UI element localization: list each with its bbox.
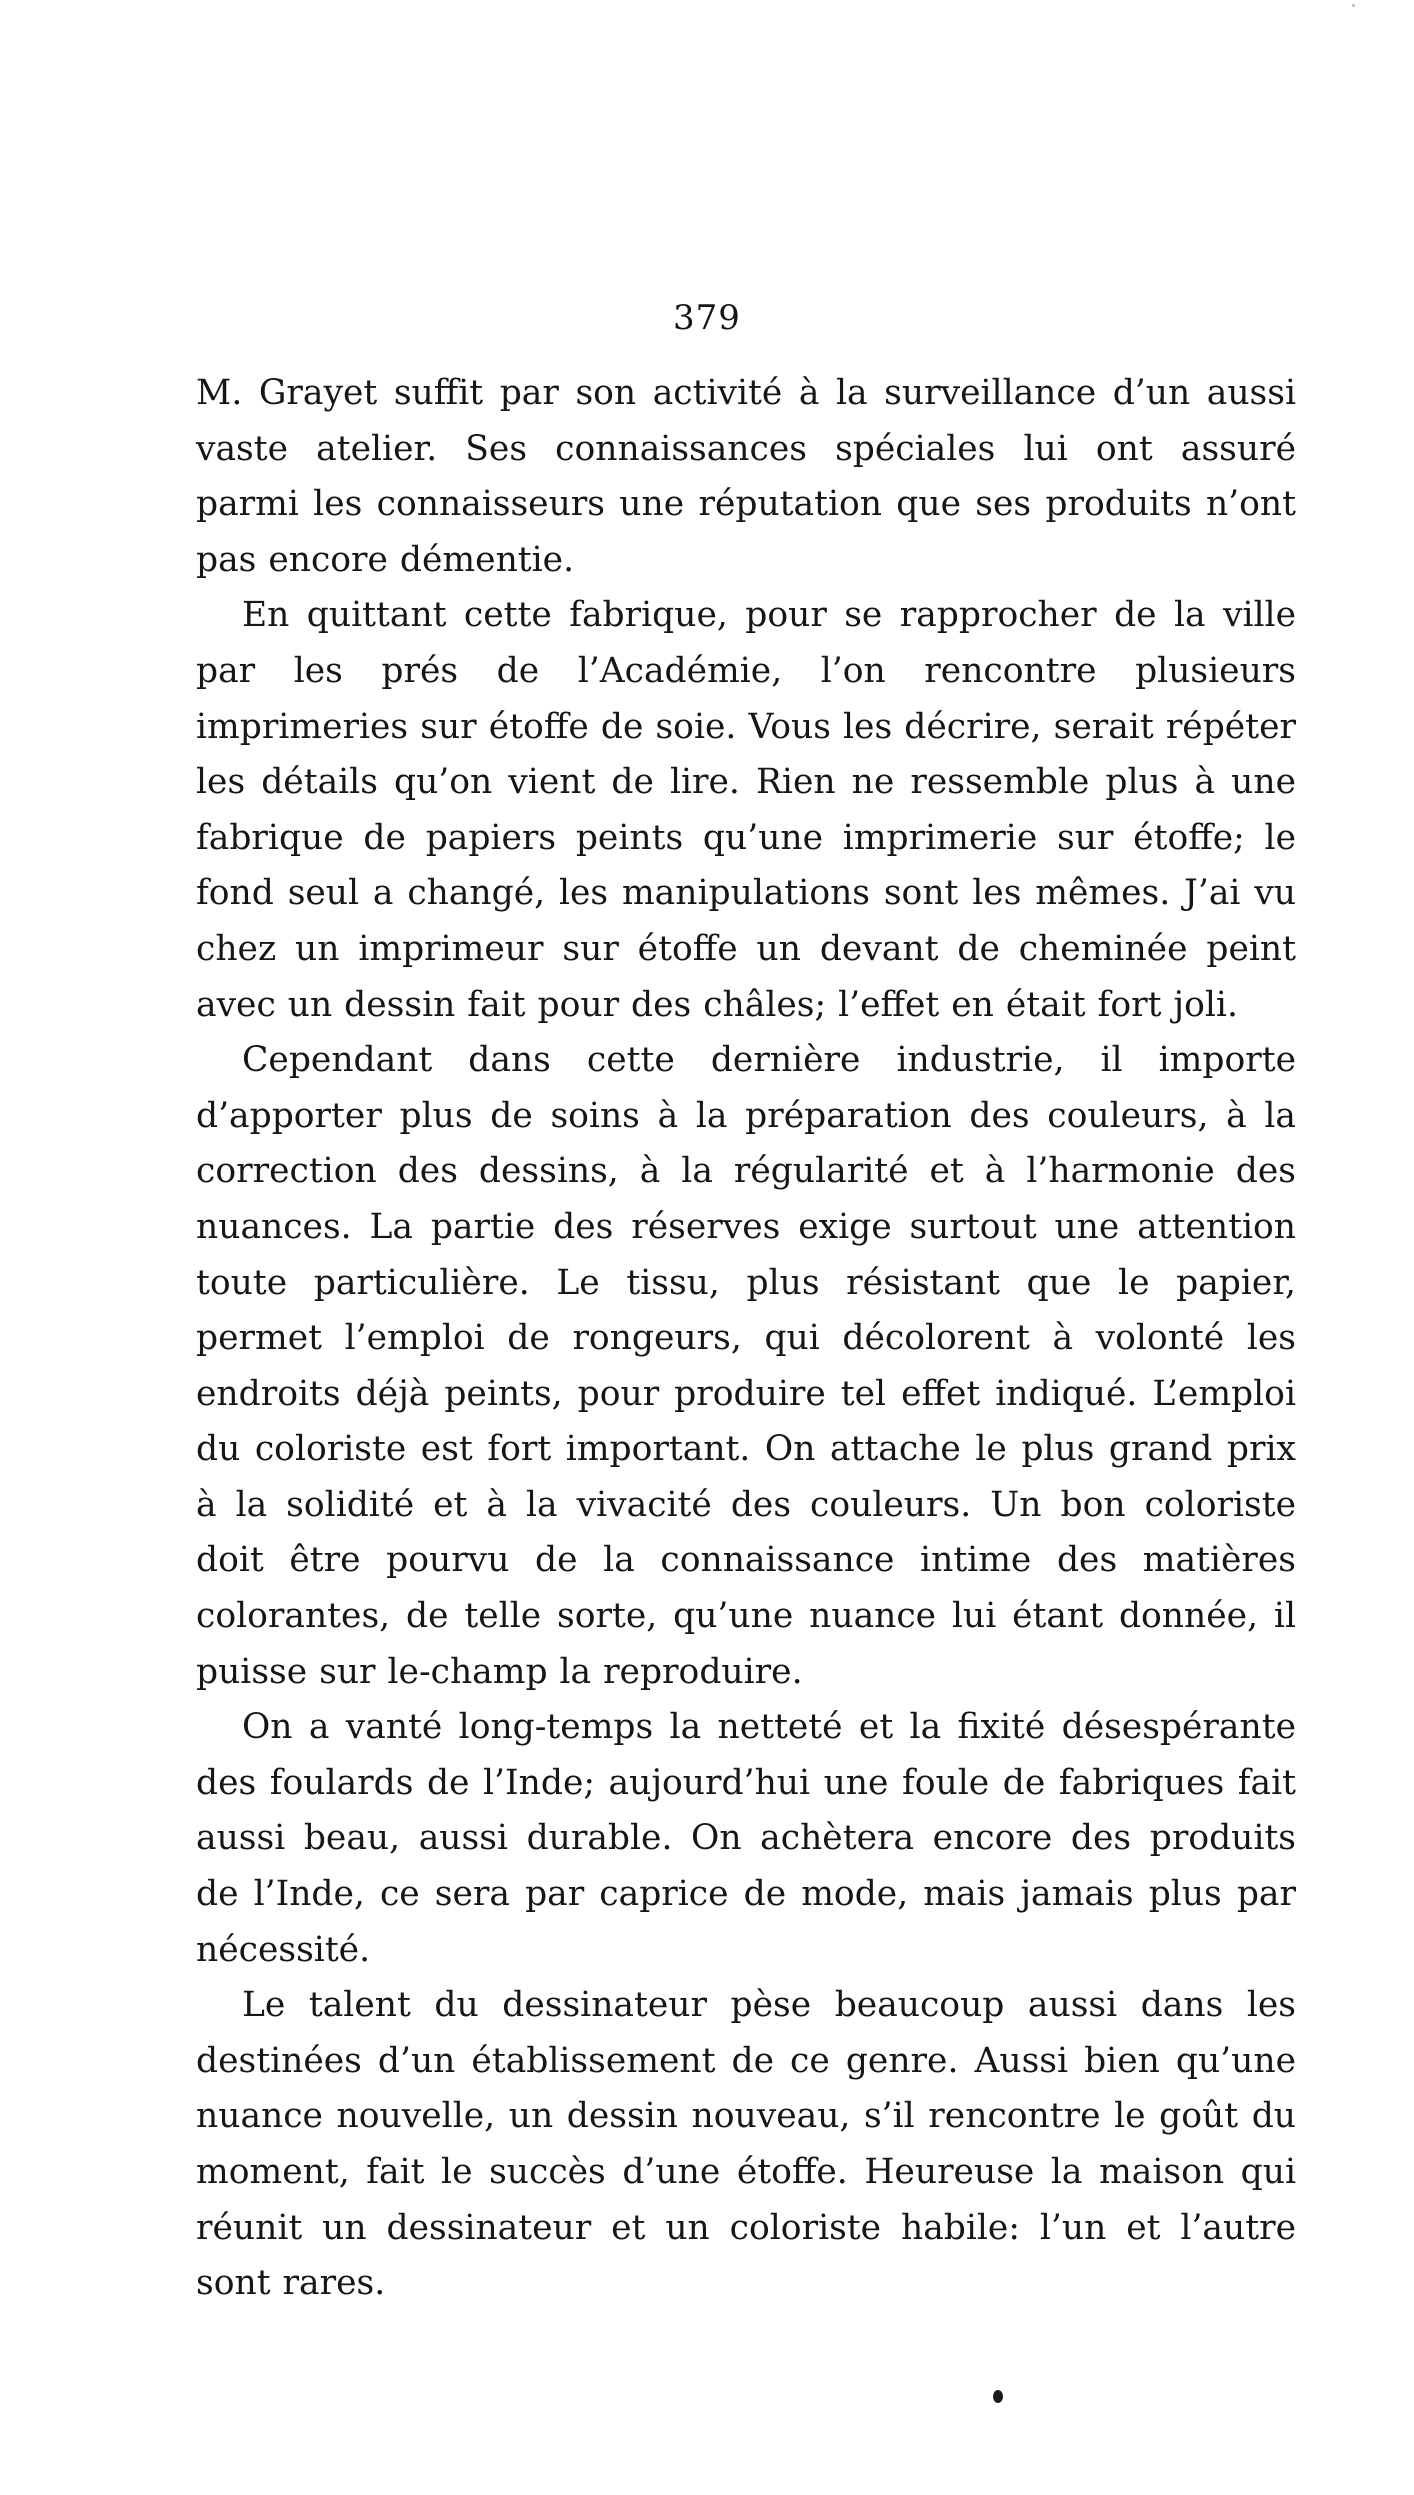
- ink-blot: [993, 2390, 1003, 2403]
- paragraph-4: On a vanté long-temps la netteté et la fixité désespérante des foulards de l’Inde; aujourd’hui une foule de fabriques fait aussi beau, aussi durable. On achètera encore des produits de l’Inde, ce sera par caprice de mode, mais jamais plus par nécessité.: [196, 1707, 1296, 1970]
- paragraph-1: M. Grayet suffit par son activité à la surveillance d’un aussi vaste atelier. Ses connaissances spéciales lui ont assuré parmi les connaisseurs une réputation que ses produits n’ont pas encore démentie.: [196, 373, 1296, 580]
- page-number: 379: [673, 298, 741, 338]
- paragraph-5: Le talent du dessinateur pèse beaucoup aussi dans les destinées d’un établissement de ce genre. Aussi bien qu’une nuance nouvelle, un dessin nouveau, s’il rencontre le goût du moment, fait le succès d’une étoffe. Heureuse la maison qui réunit un dessinateur et un coloriste habile: l’un et l’autre sont rares.: [196, 1985, 1296, 2304]
- body-text: [196, 366, 1296, 2312]
- paragraph-2: En quittant cette fabrique, pour se rapprocher de la ville par les prés de l’Académie, l’on rencontre plusieurs imprimeries sur étoffe de soie. Vous les décrire, serait répéter les détails qu’on vient de lire. Rien ne ressemble plus à une fabrique de papiers peints qu’une imprimerie sur étoffe; le fond seul a changé, les manipulations sont les mêmes. J’ai vu chez un imprimeur sur étoffe un devant de cheminée peint avec un dessin fait pour des châles; l’effet en était fort joli.: [196, 595, 1296, 1025]
- scan-speck: [1352, 4, 1355, 7]
- paragraph-3: Cependant dans cette dernière industrie, il importe d’apporter plus de soins à la préparation des couleurs, à la correction des dessins, à la régularité et à l’harmonie des nuances. La partie des réserves exige surtout une attention toute particulière. Le tissu, plus résistant que le papier, permet l’emploi de rongeurs, qui décolorent à volonté les endroits déjà peints, pour produire tel effet indiqué. L’emploi du coloriste est fort important. On attache le plus grand prix à la solidité et à la vivacité des couleurs. Un bon coloriste doit être pourvu de la connaissance intime des matières colorantes, de telle sorte, qu’une nuance lui étant donnée, il puisse sur le-champ la reproduire.: [196, 1040, 1296, 1692]
